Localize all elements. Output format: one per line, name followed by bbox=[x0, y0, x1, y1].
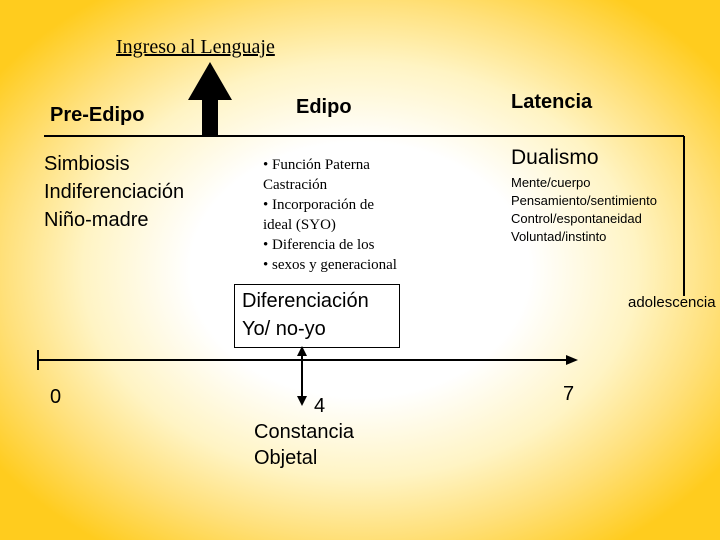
differentiation-line: Yo/ no-yo bbox=[242, 318, 326, 340]
language-entry-arrow bbox=[188, 62, 232, 136]
edipo-list bbox=[263, 155, 397, 275]
differentiation-line: Diferenciación bbox=[242, 290, 369, 312]
latencia-item: Pensamiento/sentimiento bbox=[511, 193, 657, 208]
edipo-item: Castración bbox=[263, 177, 328, 193]
edipo-item: • Diferencia de los bbox=[263, 237, 375, 253]
stage-pre-edipo-label: Pre-Edipo bbox=[50, 104, 145, 126]
differentiation-text bbox=[242, 287, 369, 343]
age-start-label: 0 bbox=[50, 386, 62, 408]
adolescencia-label: adolescencia bbox=[628, 294, 716, 311]
pre-edipo-item: Niño-madre bbox=[44, 209, 149, 231]
edipo-item: • sexos y generacional bbox=[263, 257, 397, 273]
latencia-item: Voluntad/instinto bbox=[511, 229, 607, 244]
edipo-item: ideal (SYO) bbox=[263, 217, 336, 233]
constancia-line: Constancia bbox=[254, 421, 355, 443]
pre-edipo-item: Indiferenciación bbox=[44, 181, 185, 203]
constancia-line: Objetal bbox=[254, 447, 318, 469]
pre-edipo-item: Simbiosis bbox=[44, 153, 130, 175]
pre-edipo-list bbox=[44, 150, 184, 234]
age-middle-label: 4 bbox=[314, 395, 326, 417]
stage-edipo-label: Edipo bbox=[296, 96, 352, 118]
timeline-arrowhead bbox=[566, 355, 578, 365]
language-entry-label: Ingreso al Lenguaje bbox=[116, 36, 275, 58]
latencia-heading: Dualismo bbox=[511, 146, 599, 169]
latencia-item: Control/espontaneidad bbox=[511, 211, 642, 226]
stage-latencia-label: Latencia bbox=[511, 91, 593, 113]
age-end-label: 7 bbox=[563, 383, 575, 405]
edipo-item: • Función Paterna bbox=[263, 157, 370, 173]
latencia-list bbox=[511, 174, 657, 246]
edipo-item: • Incorporación de bbox=[263, 197, 375, 213]
latencia-item: Mente/cuerpo bbox=[511, 175, 591, 190]
age-four-block bbox=[254, 393, 354, 471]
